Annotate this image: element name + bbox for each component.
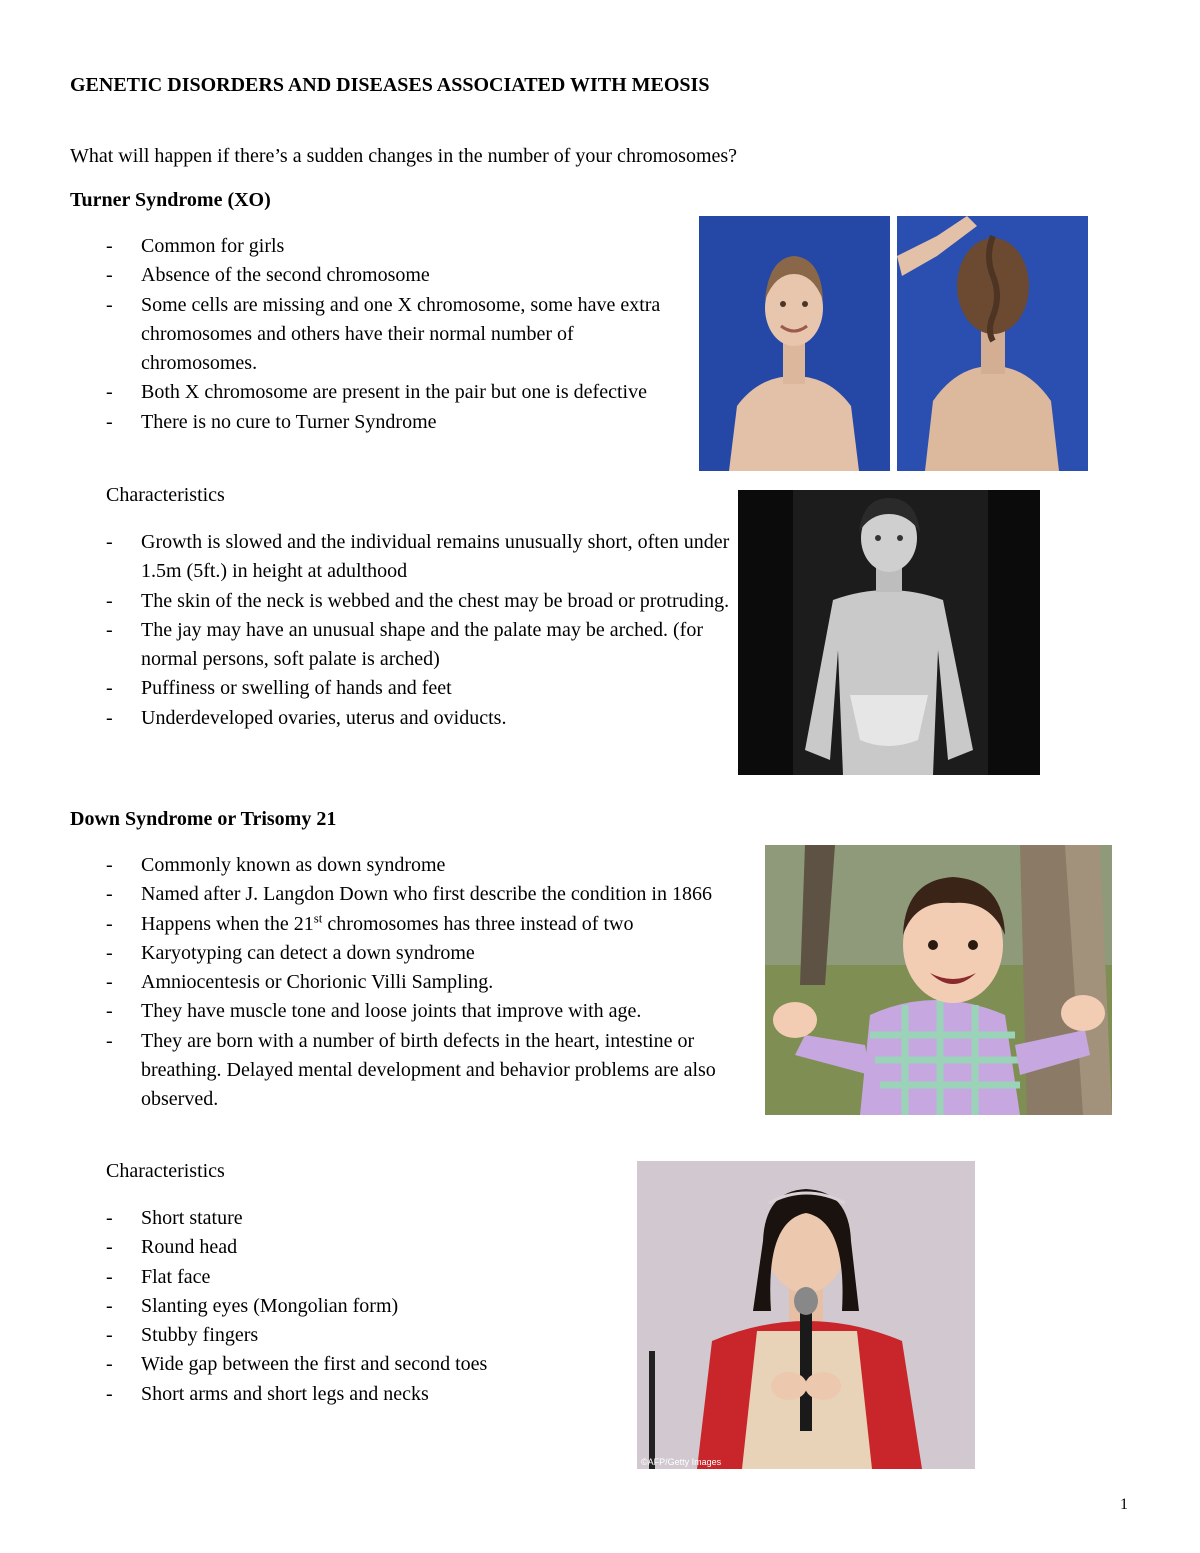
- list-item: - Commonly known as down syndrome: [70, 851, 760, 880]
- list-item: - There is no cure to Turner Syndrome: [70, 408, 690, 437]
- down-characteristics-list: [70, 1204, 630, 1409]
- list-item: - Some cells are missing and one X chromosome, some have extra chromosomes and others have their normal number of chromosomes.: [70, 291, 690, 379]
- photo-credit: ©AFP/Getty Images: [641, 1457, 722, 1467]
- list-item: - Wide gap between the first and second toes: [70, 1350, 630, 1379]
- turner-child-bw-photo: [738, 490, 1040, 775]
- list-item: - Absence of the second chromosome: [70, 261, 690, 290]
- list-item: - Growth is slowed and the individual remains unusually short, often under 1.5m (5ft.) in height at adulthood: [70, 528, 730, 587]
- list-item-trisomy: - Happens when the 21st chromosomes has three instead of two: [70, 910, 760, 939]
- turner-characteristics-list: [70, 528, 730, 733]
- turner-back-photo: [897, 216, 1088, 471]
- page-title: GENETIC DISORDERS AND DISEASES ASSOCIATED WITH MEOSIS: [70, 74, 710, 96]
- list-item: - Amniocentesis or Chorionic Villi Sampling.: [70, 968, 760, 997]
- intro-question: What will happen if there’s a sudden changes in the number of your chromosomes?: [70, 145, 738, 167]
- turner-characteristics-heading: Characteristics: [106, 484, 225, 506]
- list-item: - Short arms and short legs and necks: [70, 1380, 630, 1409]
- list-item: - They have muscle tone and loose joints that improve with age.: [70, 997, 760, 1026]
- list-item: - Slanting eyes (Mongolian form): [70, 1292, 630, 1321]
- down-heading: Down Syndrome or Trisomy 21: [70, 808, 337, 830]
- list-item: - Round head: [70, 1233, 630, 1262]
- down-characteristics-heading: Characteristics: [106, 1160, 225, 1182]
- list-item: - Common for girls: [70, 232, 690, 261]
- list-item: - Karyotyping can detect a down syndrome: [70, 939, 760, 968]
- list-item: - Underdeveloped ovaries, uterus and oviducts.: [70, 704, 730, 733]
- list-item: - Stubby fingers: [70, 1321, 630, 1350]
- list-item: - Named after J. Langdon Down who first describe the condition in 1866: [70, 880, 760, 909]
- turner-front-photo: [699, 216, 890, 471]
- list-item: - They are born with a number of birth defects in the heart, intestine or breathing. Delayed mental development and behavior problems are also observed.: [70, 1027, 760, 1115]
- turner-list: [70, 232, 690, 437]
- list-item: - Puffiness or swelling of hands and feet: [70, 674, 730, 703]
- page-number: 1: [1120, 1496, 1128, 1513]
- list-item: - Flat face: [70, 1263, 630, 1292]
- list-item: - Short stature: [70, 1204, 630, 1233]
- down-list: [70, 851, 760, 1115]
- turner-heading: Turner Syndrome (XO): [70, 189, 271, 211]
- down-girl-photo: [637, 1161, 975, 1469]
- list-item: - The jay may have an unusual shape and the palate may be arched. (for normal persons, soft palate is arched): [70, 616, 730, 675]
- down-boy-photo: [765, 845, 1112, 1115]
- list-item: - The skin of the neck is webbed and the chest may be broad or protruding.: [70, 587, 730, 616]
- list-item: - Both X chromosome are present in the pair but one is defective: [70, 378, 690, 407]
